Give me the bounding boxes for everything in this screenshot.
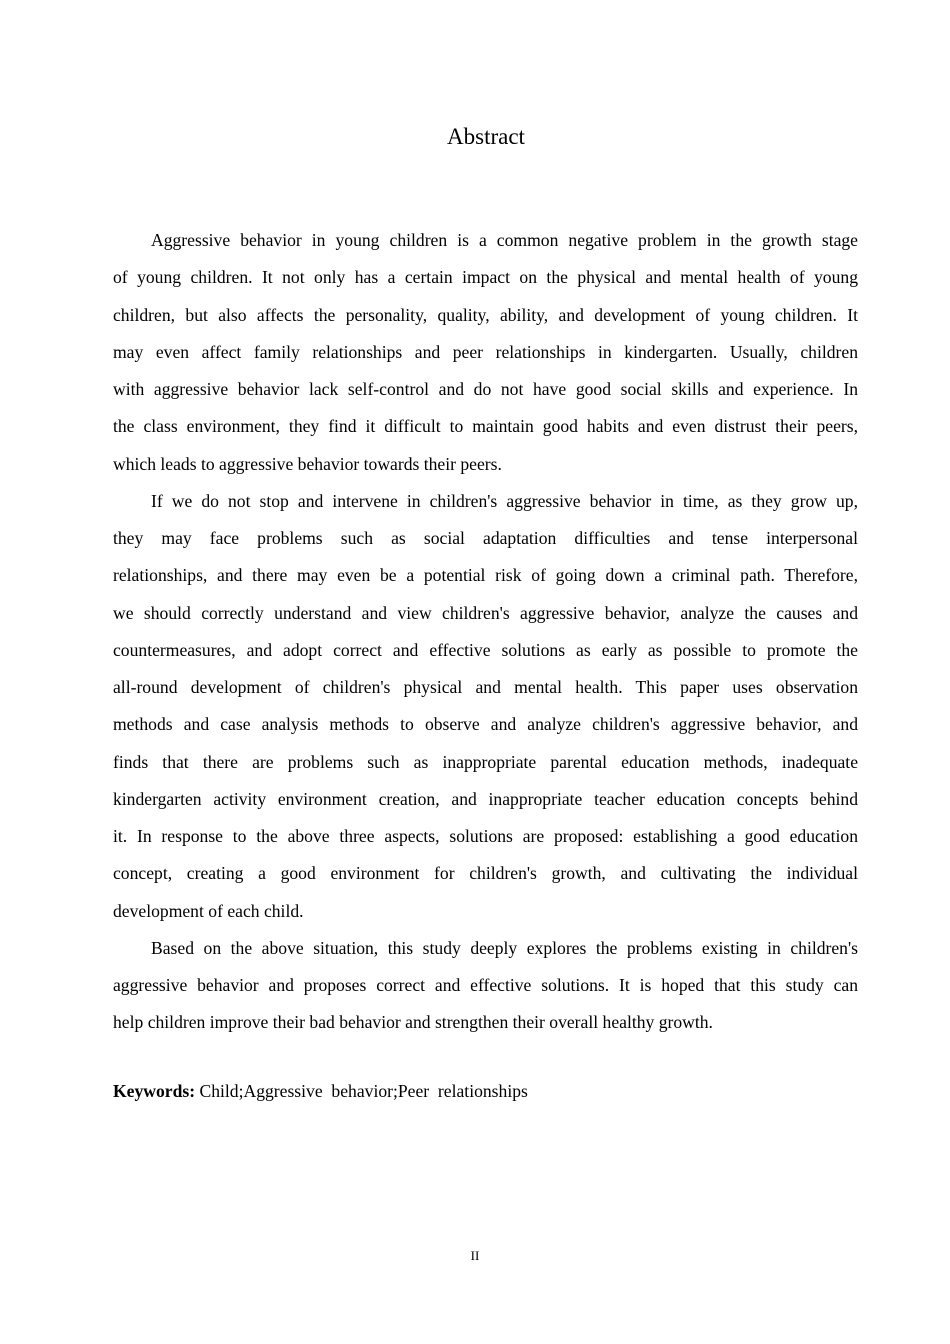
paragraph-line: it. In response to the above three aspects, solutions are proposed: establishing a good education: [113, 826, 858, 846]
paragraph-line: relationships, and there may even be a potential risk of going down a criminal path. Therefore,: [113, 565, 858, 586]
paragraph: [113, 483, 858, 930]
paragraph-line: may even affect family relationships and peer relationships in kindergarten. Usually, children: [113, 341, 858, 362]
paragraph-line: all-round development of children's physical and mental health. This paper uses observation: [113, 677, 858, 697]
paragraph-line: finds that there are problems such as inappropriate parental education methods, inadequate: [113, 751, 858, 772]
paragraph-line: If we do not stop and intervene in children's aggressive behavior in time, as they grow up,: [151, 490, 858, 511]
page-title: Abstract: [447, 124, 525, 149]
paragraph-line: concept, creating a good environment for children's growth, and cultivating the individual: [113, 863, 858, 884]
paragraph-line: aggressive behavior and proposes correct and effective solutions. It is hoped that this study can: [113, 975, 858, 995]
paragraph-line: Aggressive behavior in young children is a common negative problem in the growth stage: [151, 230, 858, 250]
keywords-label: Keywords:: [113, 1081, 196, 1101]
paragraph-line: of young children. It not only has a certain impact on the physical and mental health of young: [113, 267, 858, 288]
paragraph-line: with aggressive behavior lack self-control and do not have good social skills and experience. In: [113, 379, 858, 399]
paragraph-line: Based on the above situation, this study deeply explores the problems existing in children's: [151, 937, 858, 958]
paragraph-line: we should correctly understand and view children's aggressive behavior, analyze the causes and: [113, 602, 858, 623]
paragraph-line: which leads to aggressive behavior towards their peers.: [113, 453, 502, 474]
paragraph: [113, 222, 858, 483]
abstract-body: [113, 222, 858, 1042]
paragraph-line: methods and case analysis methods to observe and analyze children's aggressive behavior, and: [113, 714, 858, 735]
paragraph-line: countermeasures, and adopt correct and effective solutions as early as possible to promote the: [113, 639, 858, 660]
keywords-line: [113, 1081, 528, 1102]
paragraph-line: the class environment, they find it difficult to maintain good habits and even distrust their peers,: [113, 416, 858, 437]
paragraph-line: children, but also affects the personality, quality, ability, and development of young children. It: [113, 304, 858, 325]
paragraph-line: help children improve their bad behavior and strengthen their overall healthy growth.: [113, 1012, 713, 1033]
paragraph: [113, 930, 858, 1042]
paragraph-line: kindergarten activity environment creation, and inappropriate teacher education concepts behind: [113, 788, 858, 809]
paragraph-line: they may face problems such as social adaptation difficulties and tense interpersonal: [113, 528, 858, 548]
paragraph-line: development of each child.: [113, 900, 304, 921]
page-number: II: [470, 1248, 480, 1263]
keywords-value: Child;Aggressive behavior;Peer relationships: [195, 1081, 528, 1101]
